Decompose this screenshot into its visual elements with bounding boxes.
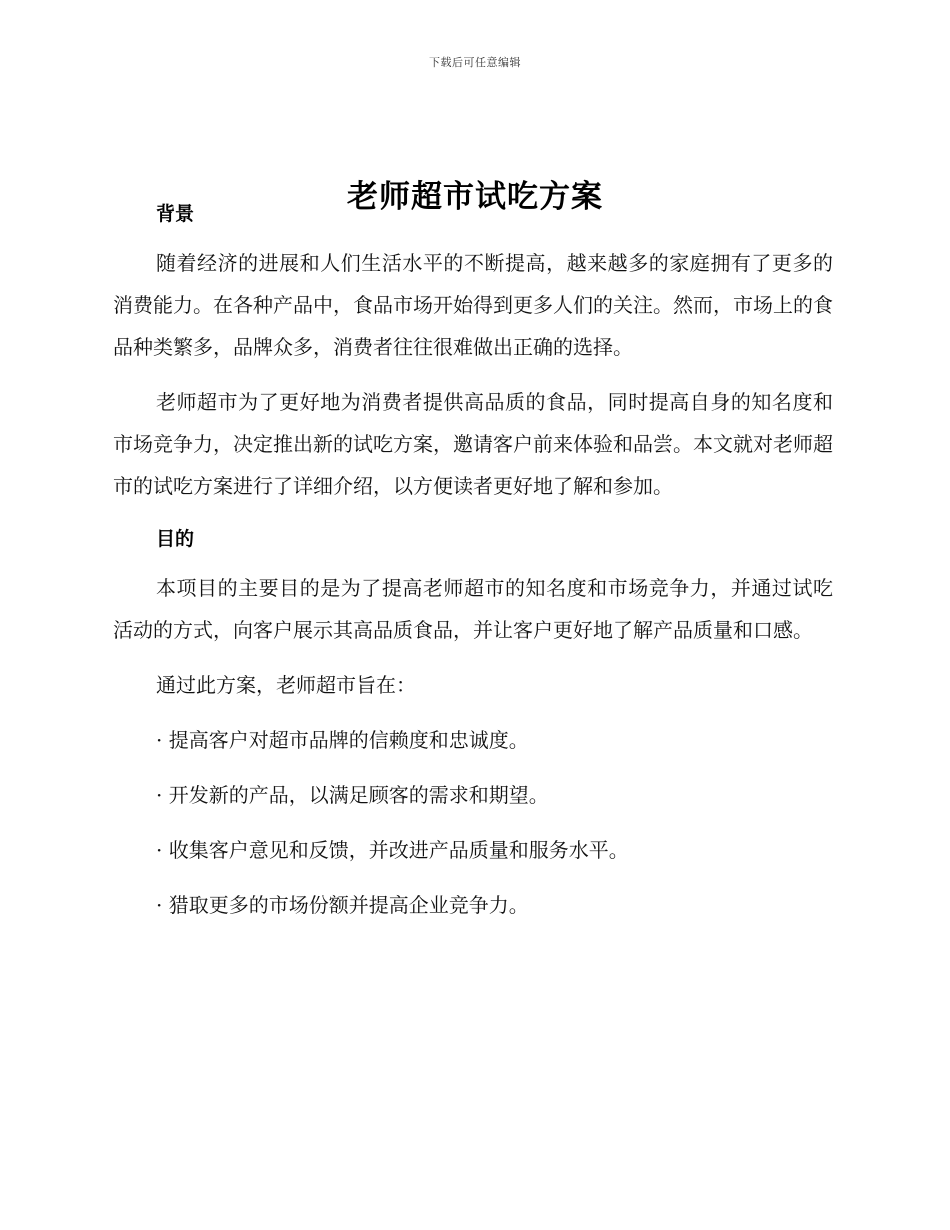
purpose-bullet: · 猎取更多的市场份额并提高企业竞争力。: [156, 893, 529, 917]
document-title: 老师超市试吃方案: [347, 178, 603, 215]
background-paragraph-2: 老师超市为了更好地为消费者提供高品质的食品，同时提高自身的知名度和市场竞争力，决定推出新的试吃方案，邀请客户前来体验和品尝。本文就对老师超市的试吃方案进行了详细介绍，以方便读者更好地了解和参加。: [113, 390, 833, 498]
section-heading-purpose: 目的: [156, 528, 195, 550]
purpose-bullet: · 开发新的产品，以满足顾客的需求和期望。: [156, 783, 549, 807]
section-heading-background: 背景: [156, 203, 195, 225]
background-paragraph-1: 随着经济的进展和人们生活水平的不断提高，越来越多的家庭拥有了更多的消费能力。在各种产品中，食品市场开始得到更多人们的关注。然而，市场上的食品种类繁多，品牌众多，消费者往往很难做出正确的选择。: [113, 251, 833, 359]
header-note: 下载后可任意编辑: [429, 56, 521, 69]
purpose-bullet: · 收集客户意见和反馈，并改进产品质量和服务水平。: [156, 838, 629, 862]
purpose-bullet: · 提高客户对超市品牌的信赖度和忠诚度。: [156, 728, 529, 752]
document-body: [113, 200, 833, 926]
purpose-paragraph: 本项目的主要目的是为了提高老师超市的知名度和市场竞争力，并通过试吃活动的方式，向客户展示其高品质食品，并让客户更好地了解产品质量和口感。: [113, 576, 833, 642]
purpose-intro: 通过此方案，老师超市旨在：: [156, 673, 416, 697]
